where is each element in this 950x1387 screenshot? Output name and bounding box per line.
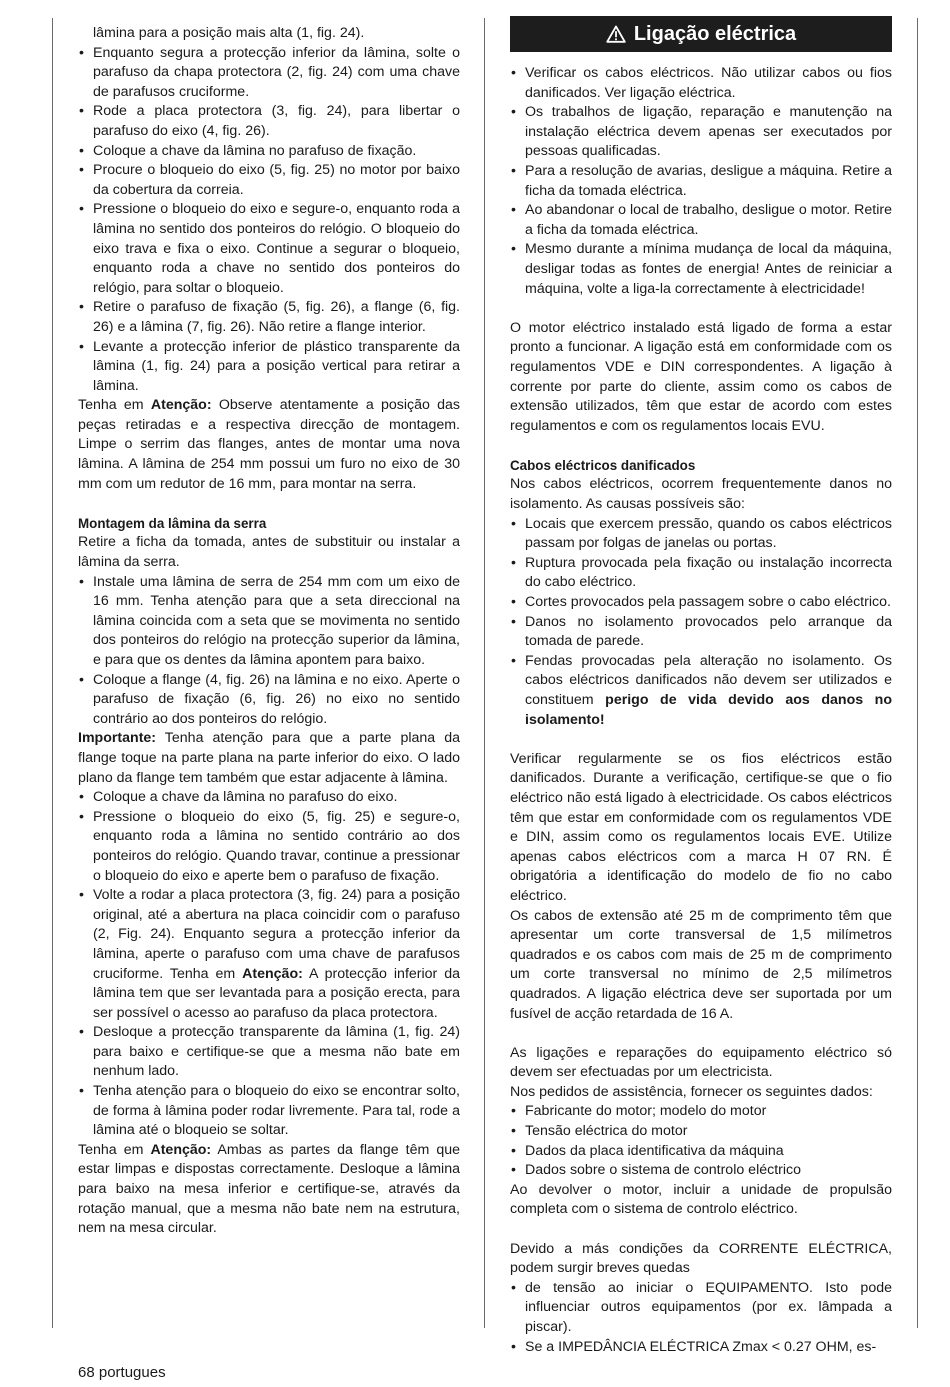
list-item: • Coloque a chave da lâmina no parafuso de fixação. [78, 142, 460, 162]
list-item: • Verificar os cabos eléctricos. Não utilizar cabos ou fios danificados. Ver ligação eléctrica. [510, 64, 892, 103]
section-banner-electrical-connection [510, 16, 892, 52]
list-item: • Enquanto segura a protecção inferior da lâmina, solte o parafuso da chapa protectora (2, fig. 24) com uma chave de parafusos cruciforme. [78, 44, 460, 103]
list-item: • Coloque a flange (4, fig. 26) na lâmina e no eixo. Aperte o parafuso de fixação (6, fig. 26) no eixo no sentido contrário ao dos ponteiros do relógio. [78, 671, 460, 730]
removal-steps-list [78, 44, 460, 397]
list-item: • Fabricante do motor; modelo do motor [510, 1102, 892, 1122]
mounting-steps-list [78, 573, 460, 730]
list-item: • Danos no isolamento provocados pelo arranque da tomada de parede. [510, 613, 892, 652]
center-column-rule [484, 18, 485, 1328]
paragraph: Nos cabos eléctricos, ocorrem frequentemente danos no isolamento. As causas possíveis são: [510, 476, 892, 513]
paragraph: Ao devolver o motor, incluir a unidade de propulsão completa com o sistema de controlo eléctrico. [510, 1181, 892, 1218]
service-data-list [510, 1102, 892, 1180]
list-item: • Tenha atenção para o bloqueio do eixo se encontrar solto, de forma à lâmina poder rodar livremente. Para tal, rode a lâmina até o bloqueio se soltar. [78, 1082, 460, 1141]
left-margin-rule [52, 18, 53, 1328]
paragraph: Verificar regularmente se os fios eléctricos estão danificados. Durante a verificação, certifique-se que o fio eléctrico não está ligado à electricidade. Os cabos eléctricos têm que estar em conformidade com os regulamentos VDE e DIN, assim como os regulamentos locais EVE. Utilize apenas cabos eléctricos com a marca H 07 RN. É obrigatória a identificação do modelo de fio no cabo eléctrico. [510, 750, 892, 904]
list-item: • Se a IMPEDÂNCIA ELÉCTRICA Zmax < 0.27 OHM, es- [510, 1338, 892, 1358]
list-item: • Desloque a protecção transparente da lâmina (1, fig. 24) para baixo e certifique-se que a mesma não bate em nenhum lado. [78, 1023, 460, 1082]
tightening-steps-list [78, 788, 460, 1141]
safety-list [510, 64, 892, 299]
list-item: • Rode a placa protectora (3, fig. 24), para libertar o parafuso do eixo (4, fig. 26). [78, 102, 460, 141]
page-number: 68 portugues [78, 1364, 166, 1381]
attention-label: Atenção: [242, 965, 303, 982]
attention-paragraph: Tenha em Atenção: Ambas as partes da flange têm que estar limpas e dispostas correctamente. Desloque a lâmina para baixo na mesa inferior e certifique-se, através da rotação manual, que a mesma não bate nem na estrutura, nem na mesa circular. [78, 1141, 460, 1237]
banner-title: Ligação eléctrica [633, 22, 797, 45]
list-item: • Pressione o bloqueio do eixo (5, fig. 25) e segure-o, enquanto roda a lâmina no sentido contrário ao dos ponteiros do relógio. Quando travar, continue a pressionar o bloqueio do eixo e aperte bem o parafuso de fixação. [78, 808, 460, 886]
paragraph: Os cabos de extensão até 25 m de comprimento têm que apresentar um corte transversal de 1,5 milímetros quadrados e os cabos com mais de 25 m de comprimento um corte transversal no mínimo de 2,5 milímetros quadrados. A ligação eléctrica deve ser suportada por um fusível de acção retardada de 16 A. [510, 907, 892, 1022]
list-item: • Os trabalhos de ligação, reparação e manutenção na instalação eléctrica devem apenas ser executados por pessoas qualificadas. [510, 103, 892, 162]
list-item: • Pressione o bloqueio do eixo e segure-o, enquanto roda a lâmina no sentido dos ponteiros do relógio. O bloqueio do eixo trava e fixa o eixo. Continue a segurar o bloqueio, enquanto roda a chave no sentido dos ponteiros do relógio, para soltar o bloqueio. [78, 200, 460, 298]
list-item: • Retire o parafuso de fixação (5, fig. 26), a flange (6, fig. 26) e a lâmina (7, fig. 26). Não retire a flange interior. [78, 298, 460, 337]
voltage-list [510, 1279, 892, 1357]
list-item: • Dados da placa identificativa da máquina [510, 1142, 892, 1162]
list-item: • Locais que exercem pressão, quando os cabos eléctricos passam por folgas de janelas ou portas. [510, 515, 892, 554]
important-text: Tenha atenção para que a parte plana da flange toque na parte plana na parte inferior do eixo. O lado plano da flange tem também que estar adjacente à lâmina. [78, 730, 460, 786]
left-column [78, 24, 460, 1239]
damage-causes-list [510, 515, 892, 731]
important-label: Importante: [78, 730, 157, 747]
attention-label: Atenção: [150, 1141, 212, 1158]
paragraph: Nos pedidos de assistência, fornecer os seguintes dados: [510, 1083, 873, 1100]
section-heading-damaged-cables: Cabos eléctricos danificados [510, 457, 696, 473]
list-item: • Ruptura provocada pela fixação ou instalação incorrecta do cabo eléctrico. [510, 554, 892, 593]
right-margin-rule [917, 18, 918, 1328]
list-item: • Levante a protecção inferior de plástico transparente da lâmina (1, fig. 24) para a posição vertical para retirar a lâmina. [78, 338, 460, 397]
list-item: • Dados sobre o sistema de controlo eléctrico [510, 1161, 892, 1181]
important-paragraph [78, 729, 460, 788]
list-item: • Mesmo durante a mínima mudança de local da máquina, desligar todas as fontes de energia! Antes de reiniciar a máquina, volte a liga-la correctamente à electricidade! [510, 240, 892, 299]
attention-prefix: Tenha em [78, 397, 151, 414]
paragraph: Devido a más condições da CORRENTE ELÉCTRICA, podem surgir breves quedas [510, 1240, 892, 1277]
paragraph: As ligações e reparações do equipamento eléctrico só devem ser efectuadas por um electricista. [510, 1044, 892, 1081]
list-item: • Para a resolução de avarias, desligue a máquina. Retire a ficha da tomada eléctrica. [510, 162, 892, 201]
list-item: • de tensão ao iniciar o EQUIPAMENTO. Isto pode influenciar outros equipamentos (por ex. lâmpada a piscar). [510, 1279, 892, 1338]
danger-warning: perigo de vida devido aos danos no isolamento! [525, 692, 893, 728]
list-item: • Coloque a chave da lâmina no parafuso do eixo. [78, 788, 460, 808]
paragraph: Retire a ficha da tomada, antes de substituir ou instalar a lâmina da serra. [78, 534, 460, 571]
list-item: • Volte a rodar a placa protectora (3, fig. 24) para a posição original, até a abertura na placa coincidir com o parafuso (2, Fig. 24). Enquanto segura a protecção inferior da lâmina, aperte o parafuso com uma chave de parafusos cruciforme. Tenha em Atenção: A protecção inferior da lâmina tem que ser levantada para a posição erecta, para ser possível o acesso ao parafuso da placa protectora. [78, 886, 460, 1023]
list-item: • Cortes provocados pela passagem sobre o cabo eléctrico. [510, 593, 892, 613]
list-item: • Tensão eléctrica do motor [510, 1122, 892, 1142]
paragraph: O motor eléctrico instalado está ligado de forma a estar pronto a funcionar. A ligação está em conformidade com os regulamentos VDE e DIN correspondentes. A ligação à corrente por parte do cliente, assim como os cabos de extensão utilizados, têm que estar de acordo com estes regulamentos e com os regulamentos locais EVU. [510, 319, 892, 434]
warning-triangle-icon [606, 25, 626, 43]
bullet-continuation: lâmina para a posição mais alta (1, fig. 24). [93, 25, 365, 41]
section-heading-blade-mounting: Montagem da lâmina da serra [78, 515, 267, 531]
list-item: • Instale uma lâmina de serra de 254 mm com um eixo de 16 mm. Tenha atenção para que a seta direccional na lâmina coincida com a seta que se movimenta no sentido dos ponteiros do relógio na protecção superior da lâmina, e para que os dentes da lâmina apontem para baixo. [78, 573, 460, 671]
right-column [510, 64, 892, 1357]
list-item: • Procure o bloqueio do eixo (5, fig. 25) no motor por baixo da cobertura da correia. [78, 161, 460, 200]
attention-label: Atenção: [150, 397, 212, 414]
attention-text: Observe atentamente a posição das peças retiradas e a respectiva direcção de montagem. Limpe o serrim das flanges, antes de montar uma nova lâmina. A lâmina de 254 mm possui um furo no eixo de 30 mm com um redutor de 16 mm, para montar na serra. [78, 397, 460, 492]
list-item: • Ao abandonar o local de trabalho, desligue o motor. Retire a ficha da tomada eléctrica. [510, 201, 892, 240]
attention-paragraph [78, 396, 460, 494]
list-item: • Fendas provocadas pela alteração no isolamento. Os cabos eléctricos danificados não devem ser utilizados e constituem perigo de vida devido aos danos no isolamento! [510, 652, 892, 730]
